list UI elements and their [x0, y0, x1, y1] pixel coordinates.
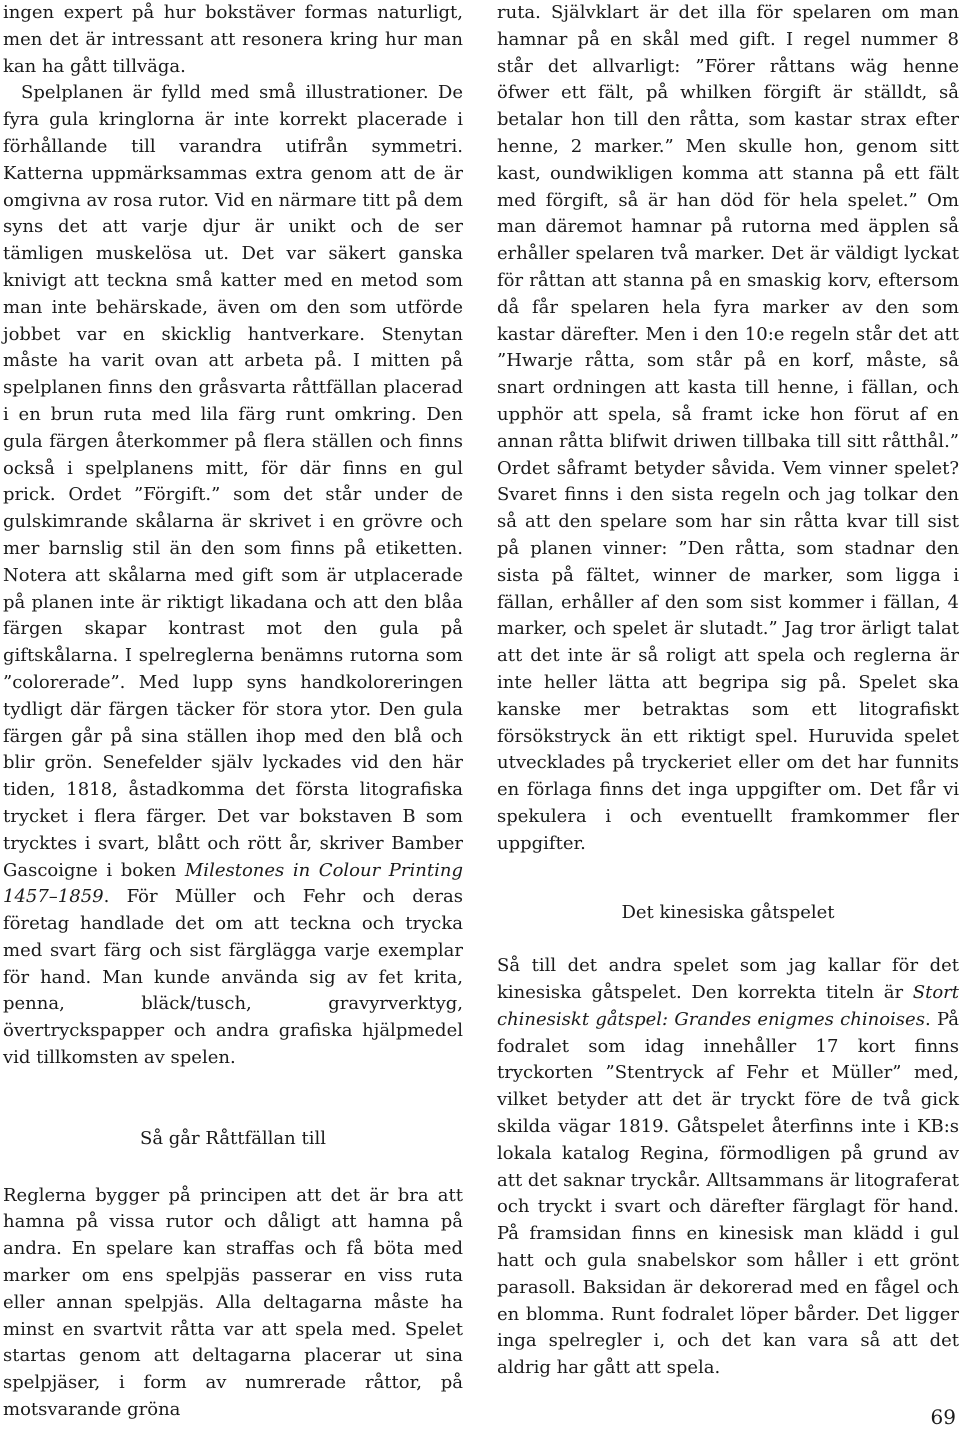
chinese-paragraph-end: . På fodralet som idag innehåller 17 kort finns tryckorten ”Stentryck af Fehr et Müller” med, vilket betyder att det är tryckt före de två gick skilda vägar 1819. Gåtspelet återfinns inte i KB:s lokala katalog Regina, förmodligen på grund av att det saknar tryckår. Alltsammans är litograferat och tryckt i svart och därefter färglagt för hand. På framsidan finns en kinesisk man klädd i gul hatt och gula snabelskor som håller i ett grönt parasoll. Baksidan är dekorerad med en fågel och en blomma. Runt fodralet löper bårder. Det ligger inga spelregler i, och det kan vara så att det aldrig har gått att spela.	[497, 1008, 959, 1379]
illustration-paragraph-end: . För Müller och Fehr och deras företag handlade det om att teckna och trycka med svart färg och sist färglägga varje exemplar för hand. Man kunde använda sig av fet krita, penna, bläck/tusch, gravyrverktyg, övertryckspapper och andra grafiska hjälpmedel vid tillkomsten av spelen.	[3, 886, 463, 1069]
illustration-paragraph-text: Spelplanen är fylld med små illustrationer. De fyra gula kringlorna är inte korrekt placerade i förhållande till varandra utifrån symmetri. Katterna uppmärksammas extra genom att de är omgivna av rosa rutor. Vid en närmare titt på dem syns det att varje djur är unikt och de ser tämligen muskelösa ut. Det var säkert ganska knivigt att teckna små katter med en metod som man inte behärskade, även om den som utförde jobbet var en skicklig hantverkare. Stenytan måste ha varit ovan att arbeta på. I mitten på spelplanen finns den gråsvarta råttfällan placerad i en brun ruta med lila färg runt omkring. Den gula färgen återkommer på flera ställen och finns också i spelplanens mitt, för där finns en gul prick. Ordet ”Förgift.” som det står under de gulskimrande skålarna är skrivet i en grövre och mer barnslig stil än den som finns på etiketten. Notera att skålarna med gift som är utplacerade på planen inte är riktigt likadana och att den blåa färgen skapar kontrast mot den gula på giftskålarna. I spelreglerna benämns rutorna som ”colorerade”. Med lupp syns handkoloreringen tydligt där färgen täcker för stora ytor. Den gula färgen går på sina ställen ihop med den blå och blir grön. Senefelder själv lyckades vid den här tiden, 1818, åstadkomma det första litografiska trycket i flera färger. Det var bokstaven B som trycktes i svart, blått och rött år, skriver Bamber Gascoigne i boken	[3, 82, 463, 881]
section-heading-rattfallan: Så går Råttfällan till	[140, 1127, 326, 1149]
intro-paragraph: ingen expert på hur bokstäver formas naturligt, men det är intressant att resonera kring hur man kan ha gått tillväga.	[3, 2, 463, 77]
game-title: Stort chinesiskt gåtspel: Grandes enigmes chinoises	[497, 982, 959, 1030]
rules-paragraph: Reglerna bygger på principen att det är bra att hamna på vissa rutor och dåligt att hamna på andra. En spelare kan straffas och få böta med marker om ens spelpjäs passerar en viss ruta eller annan spelpjäs. Alla deltagarna måste ha minst en svartvit råtta var att spela med. Spelet startas genom att deltagarna placerar ut sina spelpjäser, i form av numrerade råttor, på motsvarande gröna	[3, 1184, 463, 1421]
chinese-game-paragraph	[497, 953, 959, 1382]
chinese-paragraph-start: Så till det andra spelet som jag kallar för det kinesiska gåtspelet. Den korrekta titeln är	[497, 955, 959, 1004]
illustration-paragraph	[3, 80, 463, 1071]
rules-continued-paragraph: ruta. Självklart är det illa för spelaren om man hamnar på en skål med gift. I regel nummer 8 står det allvarligt: ”Förer råttans wäg henne öfwer ett fält, på whilken förgift är ställdt, så betalar hon till den råtta, som kastar strax efter henne, 2 marker.” Men skulle hon, genom sitt kast, oundwikligen komma att stanna på ett fält med förgift, så är han död för hela spelet.” Om man däremot hamnar på rutorna med äpplen så erhåller spelaren två marker. Det är väldigt lyckat för råttan att stanna på en smaskig korv, eftersom då får spelaren hela fyra marker av den som kastar därefter. Men i den 10:e regeln står det att ”Hwarje råtta, som står på en korf, måste, så snart ordningen att kasta till henne, i fällan, och upphör att spela, så framt icke hon förut af en annan råtta blifwit driwen tillbaka till sitt råtthål.” Ordet såframt betyder såvida. Vem vinner spelet? Svaret finns i den sista regeln och jag tolkar den så att den spelare som har sin råtta kvar till sist på planen vinner: ”Den råtta, som stadnar den sista på fältet, winner de marker, som ligga i fällan, erhåller af den som sist kommer i fällan, 4 marker, och spelet är slutadt.” Jag tror ärligt talat att det inte är så roligt att spela och reglerna är inte heller lätta att begripa sig på. Spelet ska kanske mer betraktas som ett litografiskt försökstryck än ett riktigt spel. Huruvida spelet utvecklades på tryckeriet eller om det har funnits en förlaga finns det inga uppgifter om. Det får vi spekulera i och eventuellt framkommer fler uppgifter.	[497, 2, 959, 854]
left-column	[3, 0, 463, 1424]
book-title: Milestones in Colour Printing 1457–1859	[3, 859, 463, 908]
page-number: 69	[930, 1405, 956, 1429]
right-column	[497, 0, 959, 1382]
section-heading-gatspelet: Det kinesiska gåtspelet	[621, 901, 835, 923]
